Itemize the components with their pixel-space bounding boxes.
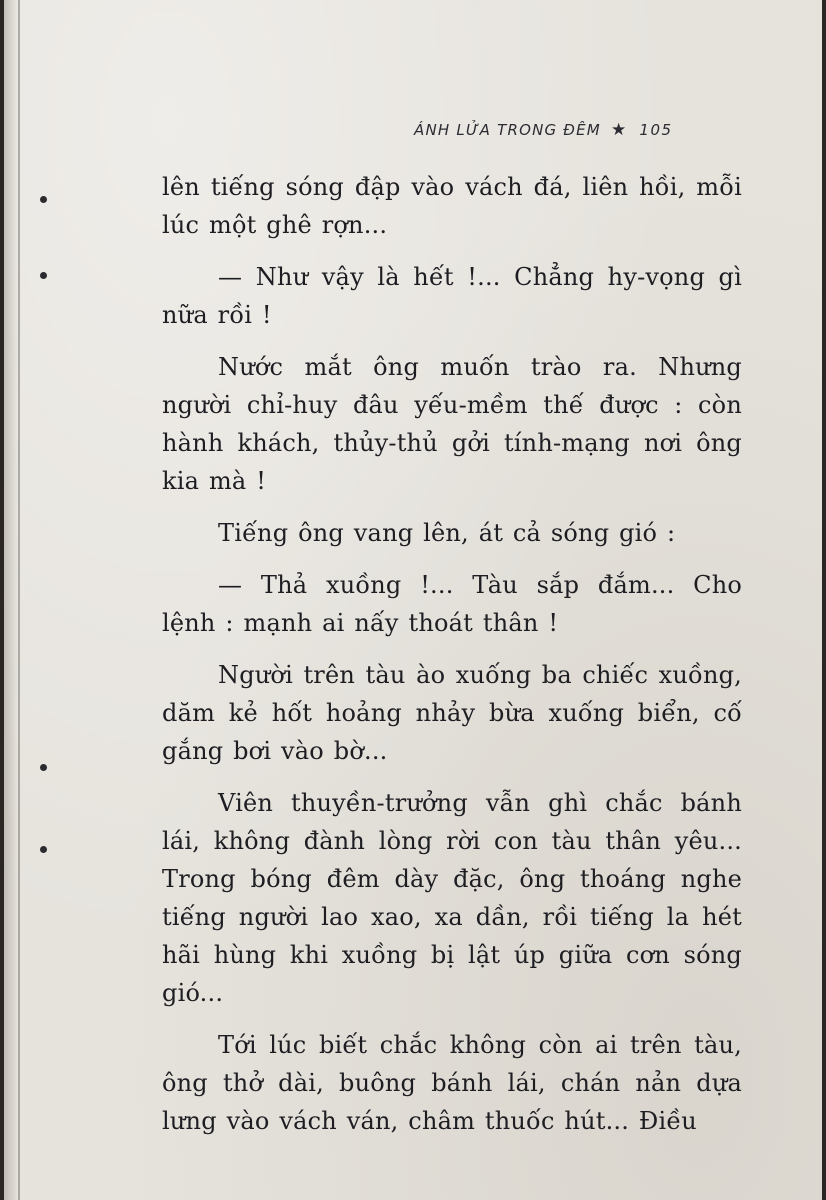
- page-edge-shadow: [4, 0, 18, 1200]
- paragraph: — Như vậy là hết !... Chẳng hy-vọng gì nữa rồi !: [162, 263, 742, 329]
- paragraph: — Thả xuồng !... Tàu sắp đắm... Cho lệnh : mạnh ai nấy thoát thân !: [162, 571, 742, 637]
- running-title: ÁNH LỬA TRONG ĐÊM: [414, 121, 601, 139]
- body-text: [162, 168, 742, 1154]
- paragraph: Tiếng ông vang lên, át cả sóng gió :: [218, 519, 676, 547]
- binding-hole: [40, 846, 47, 853]
- paragraph: Nước mắt ông muốn trào ra. Nhưng người chỉ-huy đâu yếu-mềm thế được : còn hành khách, thủy-thủ gởi tính-mạng nơi ông kia mà !: [162, 353, 742, 495]
- binding-line: [18, 0, 20, 1200]
- binding-hole: [40, 196, 47, 203]
- paragraph: lên tiếng sóng đập vào vách đá, liên hồi, mỗi lúc một ghê rợn...: [162, 173, 742, 239]
- paragraph: Tới lúc biết chắc không còn ai trên tàu, ông thở dài, buông bánh lái, chán nản dựa lưng vào vách ván, châm thuốc hút... Điều: [162, 1031, 742, 1135]
- paragraph: Người trên tàu ào xuống ba chiếc xuồng, dăm kẻ hốt hoảng nhảy bừa xuống biển, cố gắng bơi vào bờ...: [162, 661, 742, 765]
- paragraph: Viên thuyền-trưởng vẫn ghì chắc bánh lái, không đành lòng rời con tàu thân yêu... Trong bóng đêm dày đặc, ông thoáng nghe tiếng người lao xao, xa dần, rồi tiếng la hét hãi hùng khi xuồng bị lật úp giữa cơn sóng gió...: [162, 789, 742, 1007]
- binding-hole: [40, 764, 47, 771]
- binding-hole: [40, 272, 47, 279]
- page-number: 105: [639, 121, 673, 139]
- star-icon: ★: [610, 120, 628, 140]
- running-header: [414, 120, 744, 148]
- book-page: [4, 0, 822, 1200]
